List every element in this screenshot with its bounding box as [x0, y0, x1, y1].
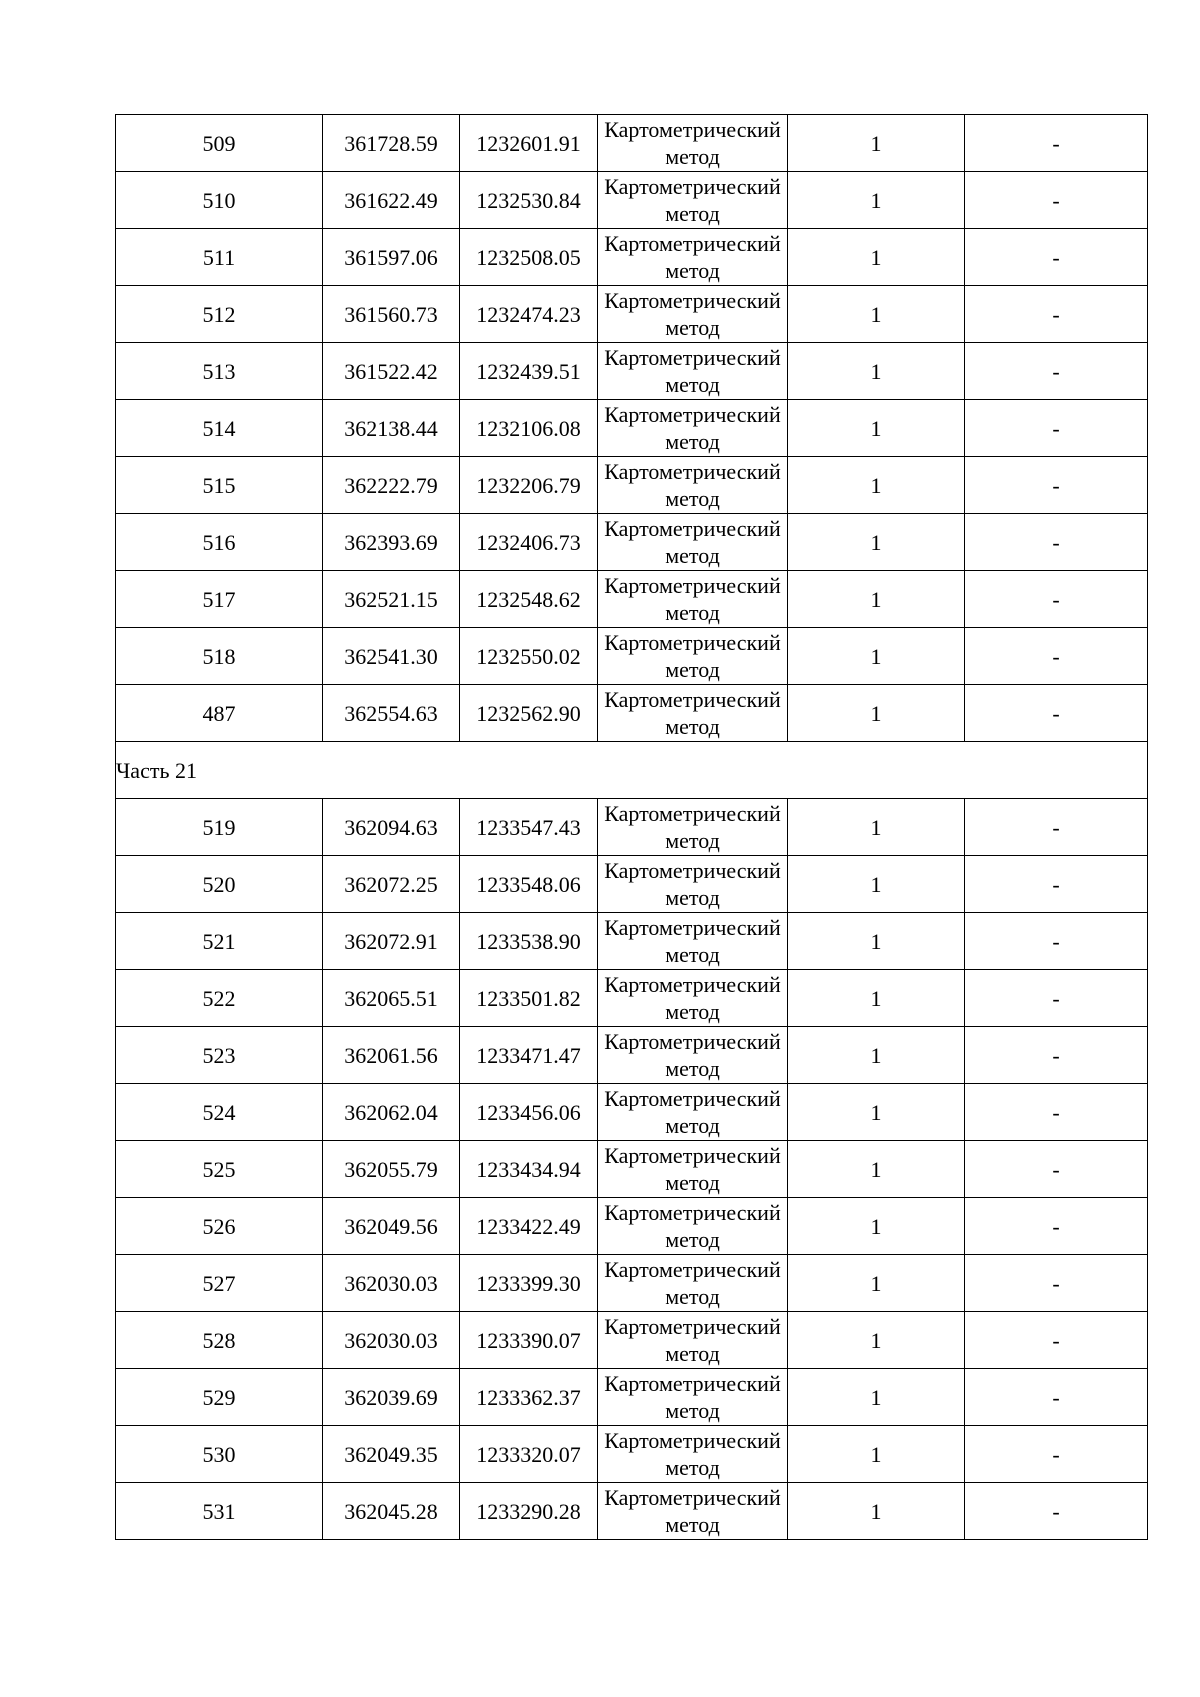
- y-coordinate-cell: 1232530.84: [460, 172, 598, 229]
- y-coordinate-cell: 1233471.47: [460, 1027, 598, 1084]
- point-number-cell: 528: [116, 1312, 323, 1369]
- accuracy-cell: 1: [788, 571, 965, 628]
- method-cell: Картометрический метод: [598, 457, 788, 514]
- table-row: [116, 1141, 1148, 1198]
- accuracy-cell: 1: [788, 286, 965, 343]
- accuracy-cell: 1: [788, 913, 965, 970]
- point-number-cell: 512: [116, 286, 323, 343]
- point-number-cell: 523: [116, 1027, 323, 1084]
- note-cell: -: [965, 913, 1148, 970]
- method-cell: Картометрический метод: [598, 1198, 788, 1255]
- point-number-cell: 529: [116, 1369, 323, 1426]
- y-coordinate-cell: 1233434.94: [460, 1141, 598, 1198]
- note-cell: -: [965, 286, 1148, 343]
- table-row: [116, 172, 1148, 229]
- accuracy-cell: 1: [788, 457, 965, 514]
- point-number-cell: 525: [116, 1141, 323, 1198]
- y-coordinate-cell: 1233547.43: [460, 799, 598, 856]
- table-row: [116, 1369, 1148, 1426]
- section-heading: Часть 21: [116, 742, 1148, 799]
- accuracy-cell: 1: [788, 799, 965, 856]
- x-coordinate-cell: 361597.06: [323, 229, 460, 286]
- y-coordinate-cell: 1232550.02: [460, 628, 598, 685]
- section-heading-row: [116, 742, 1148, 799]
- x-coordinate-cell: 362030.03: [323, 1255, 460, 1312]
- accuracy-cell: 1: [788, 856, 965, 913]
- note-cell: -: [965, 1426, 1148, 1483]
- y-coordinate-cell: 1233422.49: [460, 1198, 598, 1255]
- method-cell: Картометрический метод: [598, 571, 788, 628]
- method-cell: Картометрический метод: [598, 913, 788, 970]
- note-cell: -: [965, 685, 1148, 742]
- y-coordinate-cell: 1233456.06: [460, 1084, 598, 1141]
- x-coordinate-cell: 362045.28: [323, 1483, 460, 1540]
- table-row: [116, 514, 1148, 571]
- accuracy-cell: 1: [788, 685, 965, 742]
- x-coordinate-cell: 362393.69: [323, 514, 460, 571]
- accuracy-cell: 1: [788, 514, 965, 571]
- point-number-cell: 509: [116, 115, 323, 172]
- x-coordinate-cell: 362554.63: [323, 685, 460, 742]
- y-coordinate-cell: 1232474.23: [460, 286, 598, 343]
- x-coordinate-cell: 362062.04: [323, 1084, 460, 1141]
- x-coordinate-cell: 362521.15: [323, 571, 460, 628]
- y-coordinate-cell: 1232601.91: [460, 115, 598, 172]
- y-coordinate-cell: 1232562.90: [460, 685, 598, 742]
- table-row: [116, 913, 1148, 970]
- method-cell: Картометрический метод: [598, 1027, 788, 1084]
- point-number-cell: 531: [116, 1483, 323, 1540]
- point-number-cell: 487: [116, 685, 323, 742]
- x-coordinate-cell: 362072.91: [323, 913, 460, 970]
- note-cell: -: [965, 400, 1148, 457]
- note-cell: -: [965, 457, 1148, 514]
- note-cell: -: [965, 172, 1148, 229]
- point-number-cell: 524: [116, 1084, 323, 1141]
- table-row: [116, 571, 1148, 628]
- accuracy-cell: 1: [788, 229, 965, 286]
- accuracy-cell: 1: [788, 1027, 965, 1084]
- method-cell: Картометрический метод: [598, 1255, 788, 1312]
- x-coordinate-cell: 361560.73: [323, 286, 460, 343]
- method-cell: Картометрический метод: [598, 286, 788, 343]
- note-cell: -: [965, 1084, 1148, 1141]
- point-number-cell: 522: [116, 970, 323, 1027]
- method-cell: Картометрический метод: [598, 343, 788, 400]
- y-coordinate-cell: 1233320.07: [460, 1426, 598, 1483]
- note-cell: -: [965, 343, 1148, 400]
- y-coordinate-cell: 1233390.07: [460, 1312, 598, 1369]
- x-coordinate-cell: 362541.30: [323, 628, 460, 685]
- x-coordinate-cell: 362061.56: [323, 1027, 460, 1084]
- method-cell: Картометрический метод: [598, 856, 788, 913]
- note-cell: -: [965, 799, 1148, 856]
- note-cell: -: [965, 628, 1148, 685]
- y-coordinate-cell: 1233362.37: [460, 1369, 598, 1426]
- note-cell: -: [965, 856, 1148, 913]
- table-row: [116, 115, 1148, 172]
- note-cell: -: [965, 229, 1148, 286]
- accuracy-cell: 1: [788, 1084, 965, 1141]
- x-coordinate-cell: 362222.79: [323, 457, 460, 514]
- note-cell: -: [965, 1369, 1148, 1426]
- table-row: [116, 1255, 1148, 1312]
- note-cell: -: [965, 1141, 1148, 1198]
- x-coordinate-cell: 362138.44: [323, 400, 460, 457]
- method-cell: Картометрический метод: [598, 514, 788, 571]
- method-cell: Картометрический метод: [598, 1426, 788, 1483]
- y-coordinate-cell: 1232106.08: [460, 400, 598, 457]
- point-number-cell: 519: [116, 799, 323, 856]
- table-row: [116, 1483, 1148, 1540]
- table-row: [116, 1198, 1148, 1255]
- note-cell: -: [965, 1198, 1148, 1255]
- point-number-cell: 514: [116, 400, 323, 457]
- accuracy-cell: 1: [788, 1312, 965, 1369]
- point-number-cell: 521: [116, 913, 323, 970]
- method-cell: Картометрический метод: [598, 799, 788, 856]
- y-coordinate-cell: 1232439.51: [460, 343, 598, 400]
- table-row: [116, 970, 1148, 1027]
- accuracy-cell: 1: [788, 1426, 965, 1483]
- coordinates-table: [115, 114, 1148, 1540]
- x-coordinate-cell: 362055.79: [323, 1141, 460, 1198]
- method-cell: Картометрический метод: [598, 1483, 788, 1540]
- table-row: [116, 1426, 1148, 1483]
- accuracy-cell: 1: [788, 1483, 965, 1540]
- y-coordinate-cell: 1233548.06: [460, 856, 598, 913]
- table-row: [116, 685, 1148, 742]
- method-cell: Картометрический метод: [598, 970, 788, 1027]
- method-cell: Картометрический метод: [598, 229, 788, 286]
- method-cell: Картометрический метод: [598, 115, 788, 172]
- point-number-cell: 520: [116, 856, 323, 913]
- note-cell: -: [965, 115, 1148, 172]
- accuracy-cell: 1: [788, 628, 965, 685]
- x-coordinate-cell: 362072.25: [323, 856, 460, 913]
- x-coordinate-cell: 362039.69: [323, 1369, 460, 1426]
- table-row: [116, 343, 1148, 400]
- y-coordinate-cell: 1232508.05: [460, 229, 598, 286]
- table-row: [116, 799, 1148, 856]
- point-number-cell: 510: [116, 172, 323, 229]
- point-number-cell: 515: [116, 457, 323, 514]
- table-row: [116, 400, 1148, 457]
- x-coordinate-cell: 362094.63: [323, 799, 460, 856]
- note-cell: -: [965, 514, 1148, 571]
- x-coordinate-cell: 361728.59: [323, 115, 460, 172]
- accuracy-cell: 1: [788, 1141, 965, 1198]
- x-coordinate-cell: 362049.35: [323, 1426, 460, 1483]
- note-cell: -: [965, 970, 1148, 1027]
- y-coordinate-cell: 1232206.79: [460, 457, 598, 514]
- x-coordinate-cell: 362065.51: [323, 970, 460, 1027]
- table-row: [116, 286, 1148, 343]
- method-cell: Картометрический метод: [598, 1084, 788, 1141]
- method-cell: Картометрический метод: [598, 400, 788, 457]
- x-coordinate-cell: 362049.56: [323, 1198, 460, 1255]
- accuracy-cell: 1: [788, 970, 965, 1027]
- x-coordinate-cell: 361522.42: [323, 343, 460, 400]
- point-number-cell: 530: [116, 1426, 323, 1483]
- y-coordinate-cell: 1232406.73: [460, 514, 598, 571]
- method-cell: Картометрический метод: [598, 1312, 788, 1369]
- x-coordinate-cell: 361622.49: [323, 172, 460, 229]
- y-coordinate-cell: 1233290.28: [460, 1483, 598, 1540]
- method-cell: Картометрический метод: [598, 628, 788, 685]
- method-cell: Картометрический метод: [598, 1141, 788, 1198]
- note-cell: -: [965, 1027, 1148, 1084]
- point-number-cell: 513: [116, 343, 323, 400]
- point-number-cell: 518: [116, 628, 323, 685]
- point-number-cell: 511: [116, 229, 323, 286]
- note-cell: -: [965, 1312, 1148, 1369]
- table-row: [116, 628, 1148, 685]
- note-cell: -: [965, 1483, 1148, 1540]
- method-cell: Картометрический метод: [598, 1369, 788, 1426]
- accuracy-cell: 1: [788, 343, 965, 400]
- note-cell: -: [965, 571, 1148, 628]
- point-number-cell: 517: [116, 571, 323, 628]
- accuracy-cell: 1: [788, 1198, 965, 1255]
- point-number-cell: 526: [116, 1198, 323, 1255]
- table-row: [116, 457, 1148, 514]
- coordinates-table-body: [116, 115, 1148, 1540]
- point-number-cell: 516: [116, 514, 323, 571]
- accuracy-cell: 1: [788, 1255, 965, 1312]
- y-coordinate-cell: 1232548.62: [460, 571, 598, 628]
- y-coordinate-cell: 1233538.90: [460, 913, 598, 970]
- accuracy-cell: 1: [788, 115, 965, 172]
- table-row: [116, 1312, 1148, 1369]
- note-cell: -: [965, 1255, 1148, 1312]
- method-cell: Картометрический метод: [598, 685, 788, 742]
- table-row: [116, 1084, 1148, 1141]
- table-row: [116, 229, 1148, 286]
- table-row: [116, 1027, 1148, 1084]
- accuracy-cell: 1: [788, 172, 965, 229]
- y-coordinate-cell: 1233399.30: [460, 1255, 598, 1312]
- x-coordinate-cell: 362030.03: [323, 1312, 460, 1369]
- point-number-cell: 527: [116, 1255, 323, 1312]
- accuracy-cell: 1: [788, 400, 965, 457]
- method-cell: Картометрический метод: [598, 172, 788, 229]
- table-row: [116, 856, 1148, 913]
- y-coordinate-cell: 1233501.82: [460, 970, 598, 1027]
- accuracy-cell: 1: [788, 1369, 965, 1426]
